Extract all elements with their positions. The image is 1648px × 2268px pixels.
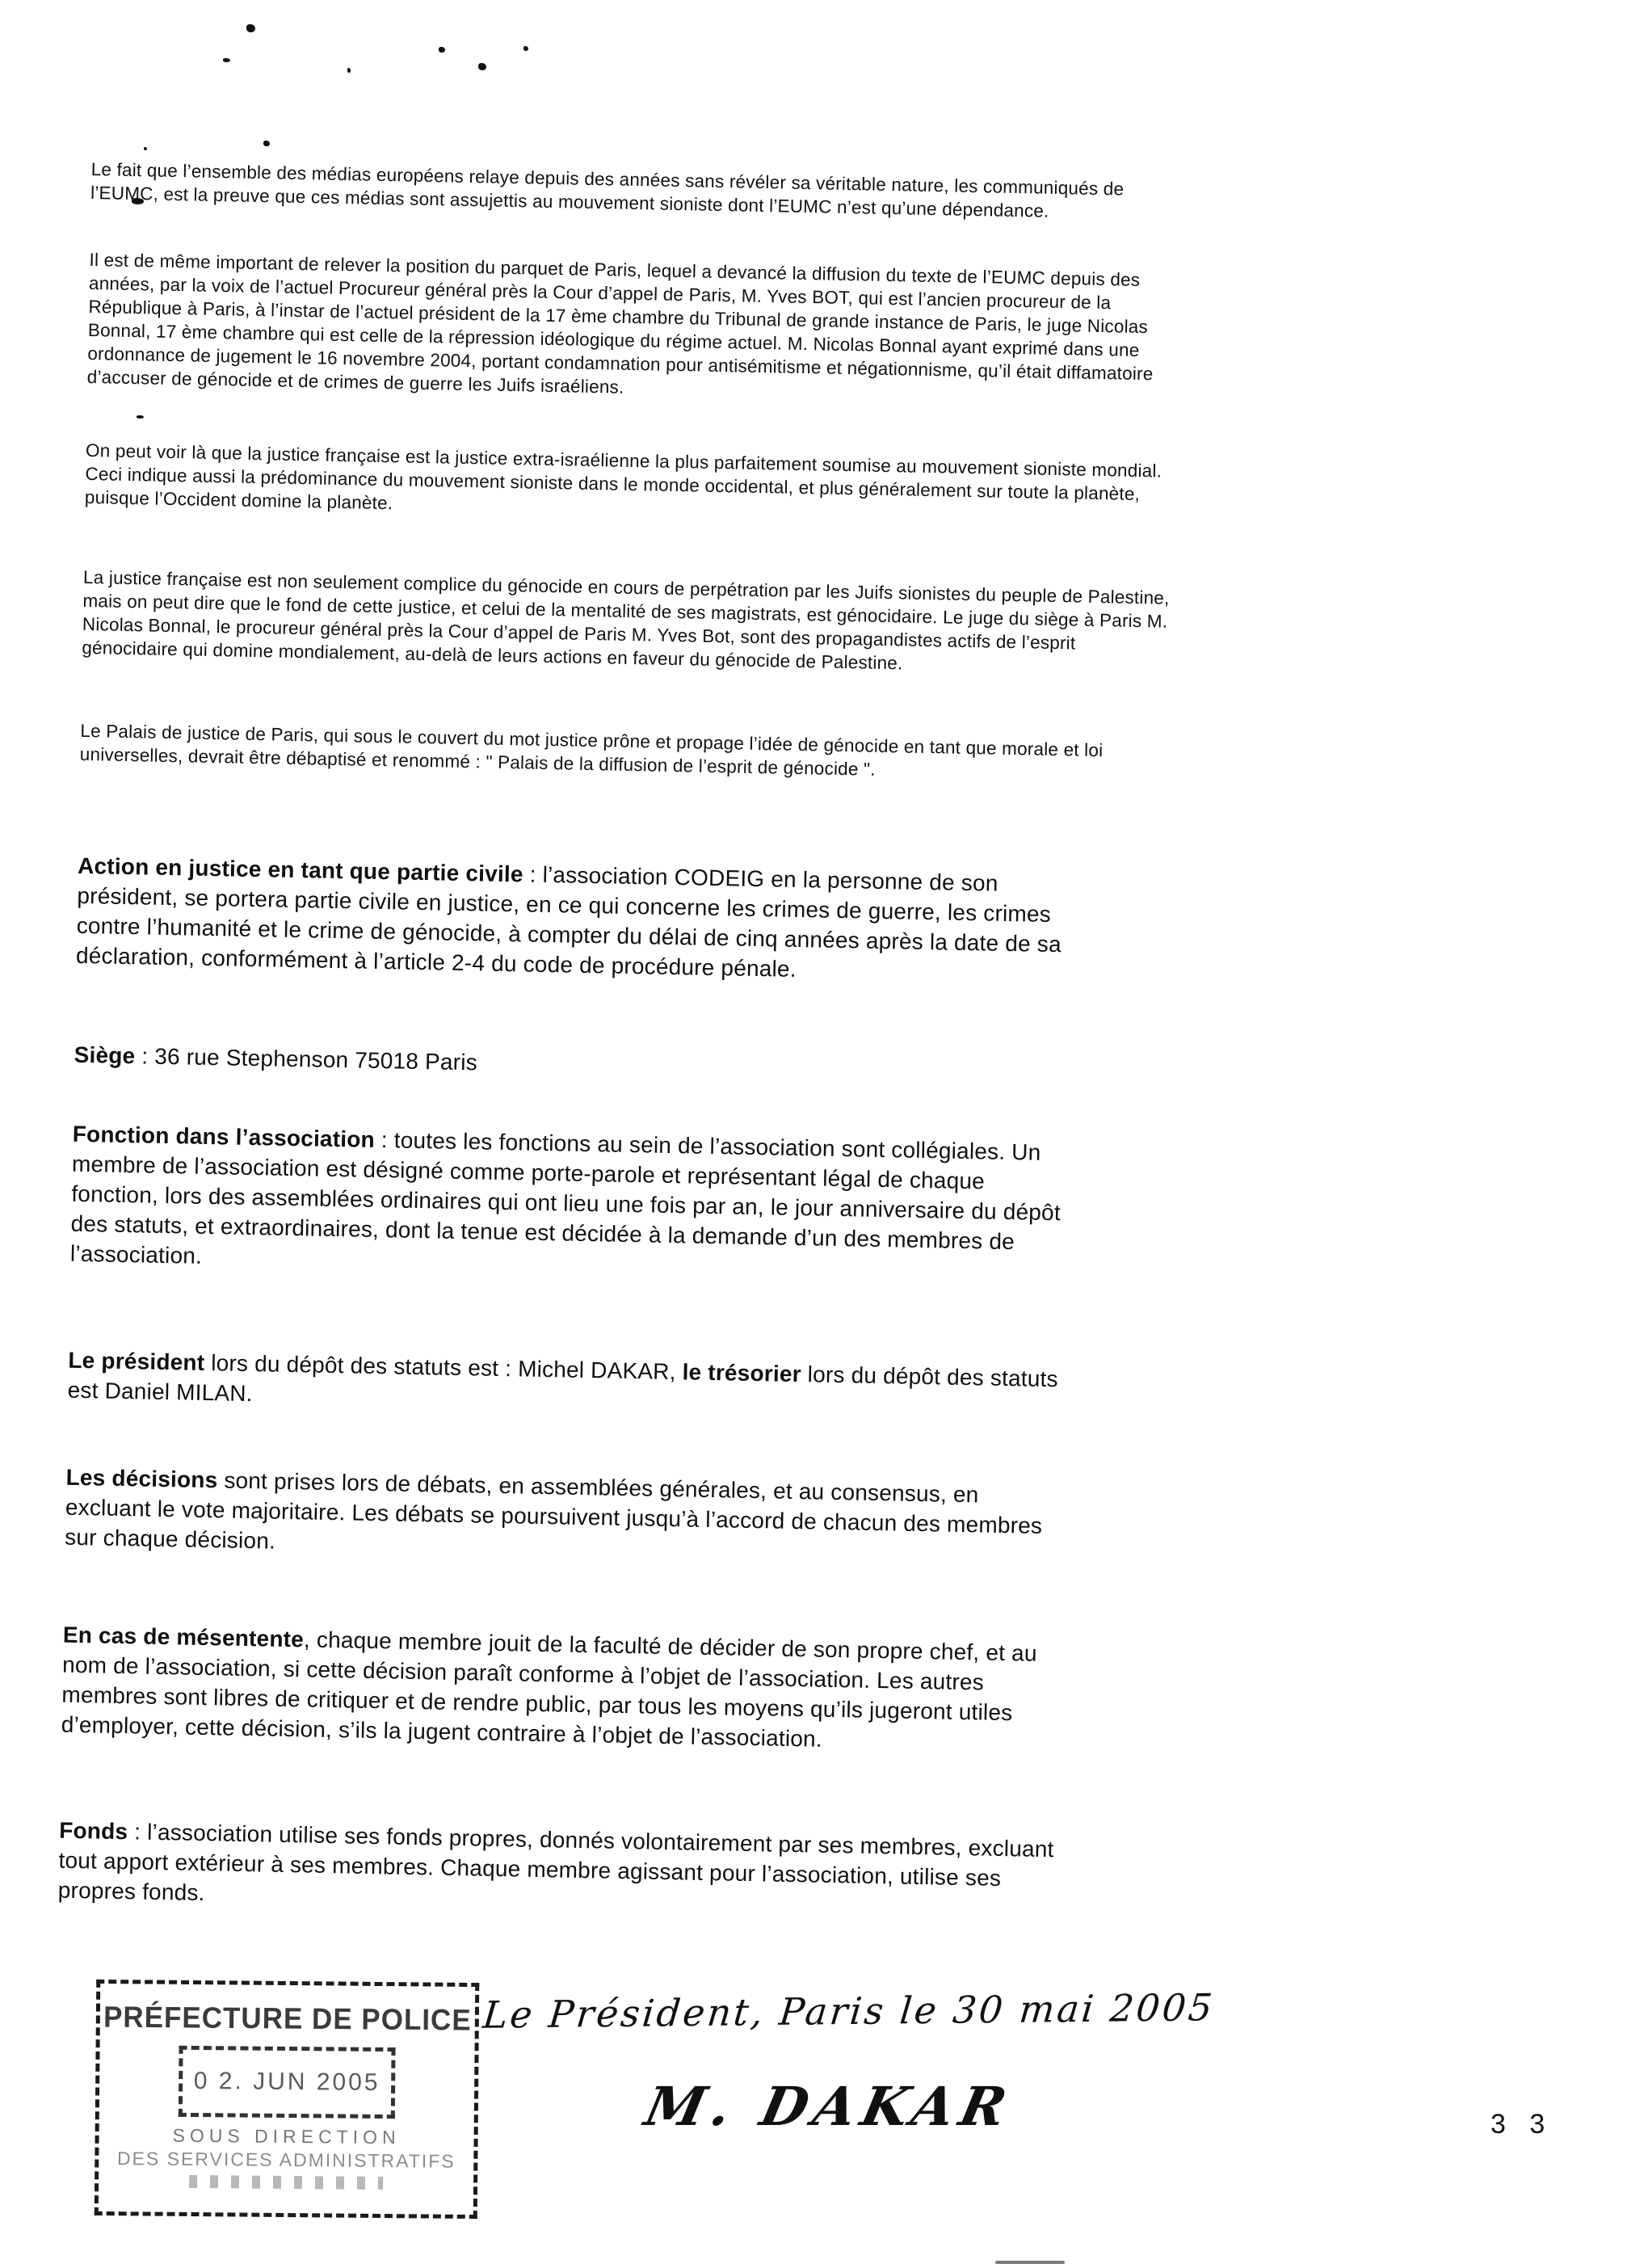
stamp-date-box bbox=[179, 2046, 396, 2119]
ink-speck bbox=[523, 46, 528, 51]
section-heading: le trésorier bbox=[682, 1359, 802, 1387]
document-content bbox=[57, 158, 1271, 2006]
ink-speck bbox=[478, 63, 486, 70]
section-heading: Siège bbox=[74, 1041, 136, 1069]
section-text: : l’association utilise ses fonds propres, donnés volontairement par ses membres, excluant tout apport extérieur à ses membres. Chaque membre agissant pour l’association, utilise ses propres fonds. bbox=[57, 1819, 1054, 1906]
section-fonds bbox=[57, 1816, 1057, 1925]
section-text: : l’association CODEIG en la personne de son président, se portera partie civile en justice, en ce qui concerne les crimes de guerre, les crimes contre l’humanité et le crime de génocide, à compter du délai de cinq années après la date de sa déclaration, conformément à l’article 2-4 du code de procédure pénale. bbox=[75, 861, 1062, 982]
paragraph-text: On peut voir là que la justice française est la justice extra-israélienne la plus parfaitement soumise au mouvement sioniste mondial. Ceci indique aussi la prédominance du mouvement sioniste dans le monde occidental, et plus généralement sur toute la planète, puisque l’Occident domine la planète. bbox=[84, 440, 1162, 514]
section-fonction bbox=[70, 1119, 1070, 1288]
section-heading: Le président bbox=[68, 1347, 205, 1375]
section-text: sont prises lors de débats, en assemblées générales, et au consensus, en excluant le vote majoritaire. Les débats se poursuivent jusqu’à l’accord de chacun des membres sur chaque décision. bbox=[64, 1467, 1043, 1554]
section-text: : toutes les fonctions au sein de l’association sont collégiales. Un membre de l’association est désigné comme porte-parole et représentant légal de chaque fonction, lors des assemblées ordinaires qui ont lieu une fois par an, le jour anniversaire du dépôt des statuts, et extraordinaires, dont la tenue est décidée à la demande d’un des membres de l’association. bbox=[69, 1126, 1062, 1269]
ink-speck bbox=[144, 147, 147, 150]
ink-speck bbox=[246, 24, 255, 32]
section-heading: Action en justice en tant que partie civile bbox=[77, 852, 523, 887]
section-text: , chaque membre jouit de la faculté de décider de son propre chef, et au nom de l’association, si cette décision paraît conforme à l’objet de l’association. Les autres membres sont libres de critiquer et de rendre public, par tous les moyens qu’ils jugeront utiles d’employer, cette décision, s’ils la jugent contraire à l’objet de l’association. bbox=[61, 1626, 1037, 1752]
section-text: : 36 rue Stephenson 75018 Paris bbox=[135, 1043, 478, 1075]
section-text: lors du dépôt des statuts est Daniel MILAN. bbox=[67, 1361, 1059, 1407]
section-heading: Fonds bbox=[58, 1817, 128, 1845]
stamp-agency-name: PRÉFECTURE DE POLICE bbox=[103, 2001, 472, 2037]
stamp-subdivision-line1: SOUS DIRECTION bbox=[172, 2124, 401, 2148]
stamp-faded-line bbox=[189, 2175, 383, 2190]
paragraph-text: La justice française est non seulement complice du génocide en cours de perpétration par les Juifs sionistes du peuple de Palestine, mais on peut dire que le fond de cette justice, et celui de la mentalité de ses magistrats, est génocidaire. Le juge du siège à Paris M. Nicolas Bonnal, le procureur général près la Cour d’appel de Paris M. Yves Bot, sont des propagandistes actifs de l’esprit génocidaire qui domine mondialement, au-delà de leurs actions en faveur du génocide de Palestine. bbox=[82, 566, 1170, 674]
section-text: lors du dépôt des statuts est : Michel DAKAR, bbox=[204, 1349, 683, 1385]
paragraph-complice-genocide bbox=[82, 566, 1170, 680]
scan-artifact-mark bbox=[995, 2261, 1065, 2264]
stamp-date: 0 2. JUN 2005 bbox=[193, 2067, 380, 2097]
section-siege bbox=[74, 1040, 1071, 1089]
section-heading: Fonction dans l’association bbox=[72, 1121, 376, 1152]
handwritten-dateline: Le Président, Paris le 30 mai 2005 bbox=[481, 1985, 1217, 2037]
paragraph-text: Il est de même important de relever la position du parquet de Paris, lequel a devancé la diffusion du texte de l’EUMC depuis des années, par la voix de l’actuel Procureur général près la Cour d’appel de Paris, M. Yves BOT, qui est l’ancien procureur de la République à Paris, à l’instar de l’actuel président de la 17 ème chambre du Tribunal de grande instance de Paris, le juge Nicolas Bonnal, 17 ème chambre qui est celle de la répression idéologique du régime actuel. M. Nicolas Bonnal ayant exprimé dans une ordonnance de jugement le 16 novembre 2004, portant condamnation pour antisémitisme et négationnisme, qu’il était diffamatoire d’accuser de génocide et de crimes de guerre les Juifs israéliens. bbox=[86, 249, 1154, 398]
paragraph-parquet-paris bbox=[87, 248, 1176, 410]
paragraph-text: Le fait que l’ensemble des médias européens relaye depuis des années sans révéler sa véritable nature, les communiqués de l’EUMC, est la preuve que ces médias sont assujettis au mouvement sioniste dont l’EUMC n’est qu’une dépendance. bbox=[90, 158, 1125, 221]
prefecture-police-stamp bbox=[95, 1980, 480, 2219]
paragraph-text: Le Palais de justice de Paris, qui sous le couvert du mot justice prône et propage l’idée de génocide en tant que morale et loi universelles, devrait être débaptisé et renommé : " Palais de la diffusion de l’esprit de génocide ". bbox=[79, 720, 1104, 780]
handwritten-signature: M. DAKAR bbox=[639, 2075, 1019, 2138]
section-action-justice bbox=[76, 851, 1076, 990]
ink-speck bbox=[263, 141, 270, 146]
paragraph-palais-justice bbox=[80, 719, 1167, 787]
page-number: 3 3 bbox=[1490, 2109, 1553, 2140]
ink-speck bbox=[223, 58, 230, 62]
section-heading: Les décisions bbox=[65, 1464, 218, 1493]
ink-speck bbox=[347, 68, 351, 73]
section-decisions bbox=[65, 1462, 1064, 1572]
stamp-subdivision-line2: DES SERVICES ADMINISTRATIFS bbox=[116, 2148, 456, 2172]
paragraph-justice-francaise bbox=[85, 439, 1172, 530]
section-mesentente bbox=[61, 1620, 1061, 1759]
section-heading: En cas de mésentente bbox=[62, 1622, 305, 1652]
paragraph-eumc-medias bbox=[90, 158, 1178, 225]
ink-speck bbox=[439, 47, 445, 53]
section-president-tresorier bbox=[67, 1345, 1066, 1424]
